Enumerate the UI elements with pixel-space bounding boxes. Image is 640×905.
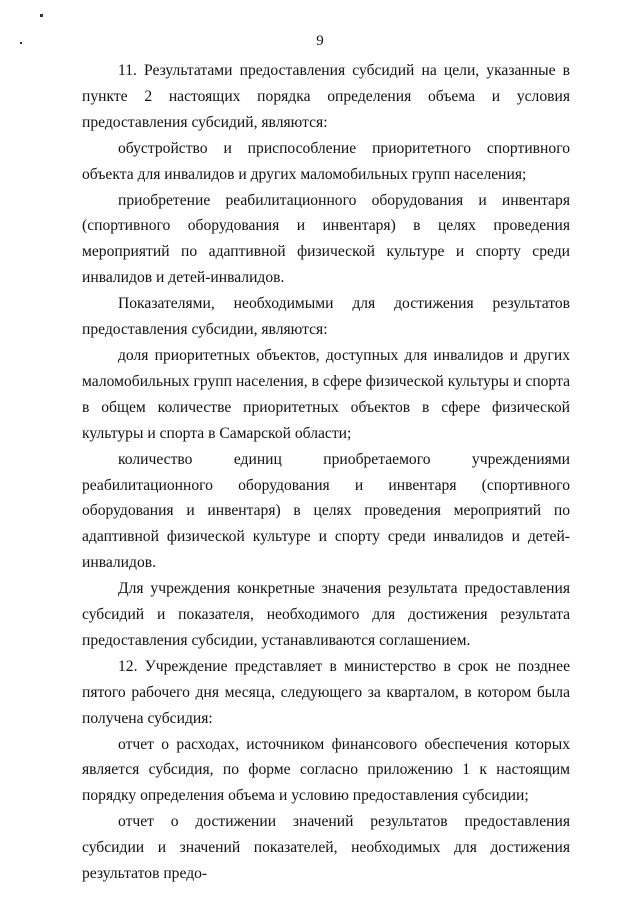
page-number: 9 <box>316 33 324 49</box>
paragraph: количество единиц приобретаемого учреждениями реабилитационного оборудования и инвентаря (спортивного оборудования и инвентаря) в целях проведения мероприятий по адаптивной физической культуре и спорту среди инвалидов и детей-инвалидов. <box>82 450 570 572</box>
paragraph: отчет о расходах, источником финансового обеспечения которых является субсидия, по форме согласно приложению 1 к настоящим порядку определения объема и условию предоставления субсидии; <box>82 735 570 805</box>
paragraph: 11. Результатами предоставления субсидий на цели, указанные в пункте 2 настоящих порядка определения объема и условия предоставления субсидий, являются: <box>82 62 570 131</box>
paragraph: приобретение реабилитационного оборудования и инвентаря (спортивного оборудования и инвентаря) в целях проведения мероприятий по адаптивной физической культуре и спорту среди инвалидов и детей-инвалидов. <box>82 191 570 287</box>
paragraph: 12. Учреждение представляет в министерство в срок не позднее пятого рабочего дня месяца, следующего за кварталом, в котором была получена субсидия: <box>82 657 570 727</box>
scan-speck <box>40 14 43 17</box>
paragraph: Для учреждения конкретные значения результата предоставления субсидий и показателя, необходимого для достижения результата предоставления субсидии, устанавливаются соглашением. <box>82 580 570 649</box>
paragraph: отчет о достижении значений результатов предоставления субсидии и значений показателей, необходимых для достижения результатов предо- <box>82 813 570 883</box>
paragraph: обустройство и приспособление приоритетного спортивного объекта для инвалидов и других маломобильных групп населения; <box>82 139 570 183</box>
paragraph: доля приоритетных объектов, доступных для инвалидов и других маломобильных групп населения, в сфере физической культуры и спорта в общем количестве приоритетных объектов в сфере физической культуры и спорта в Самарской области; <box>82 346 570 442</box>
document-body <box>82 58 570 887</box>
paragraph: Показателями, необходимыми для достижения результатов предоставления субсидии, являются: <box>82 295 570 339</box>
